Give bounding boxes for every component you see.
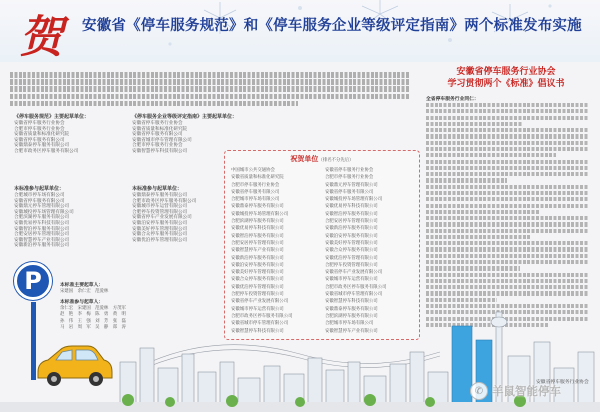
congratulating-unit: 安徽省停车产业发展有限公司 — [231, 299, 289, 305]
list-item: 安徽泊安停车服务有限公司 — [132, 220, 188, 226]
congratulating-unit: 安徽鼎泰停车服务有限公司 — [325, 306, 378, 312]
congratulating-unit: 安徽合众停车服务有限公司 — [231, 277, 284, 283]
list-item: 合肥城市停车场有限公司 — [14, 193, 65, 198]
drafting-units-left — [14, 114, 122, 155]
list-item: 安徽优泊停车管理有限公司 — [132, 237, 188, 243]
list-item: 合肥市停车服务行业协会 — [14, 126, 65, 132]
support-title-text: 祝贺单位 — [290, 155, 319, 163]
congratulating-unit: 合肥滨湖停车服务有限公司 — [231, 219, 284, 225]
footer-organization: 安徽省停车服务行业协会 — [536, 380, 589, 385]
other-drafters-line: 孙 伟 王 强 刘 芳 张 磊 — [60, 318, 126, 324]
congratulating-unit: 合肥城市停车场有限公司 — [325, 321, 374, 327]
congratulating-unit: 安徽智慧停车产业有限公司 — [325, 328, 378, 334]
congratulating-unit: 安徽城投停车场管理有限公司 — [231, 211, 289, 217]
congratulating-unit: 安徽省质量和标准化研究院 — [231, 175, 284, 181]
parking-sign-icon — [14, 262, 52, 300]
congratulating-unit: 安徽省停车服务有限公司 — [325, 189, 374, 195]
congratulating-unit: 合肥市停车服务行业协会 — [325, 175, 374, 181]
congratulating-unit: 合肥市停车服务行业协会 — [231, 182, 280, 188]
congratulating-unit: 合肥安居停车管理有限公司 — [231, 240, 284, 246]
list-item: 安徽智泊停车服务有限公司 — [14, 226, 70, 232]
congratulating-unit: 安徽智慧停车科技有限公司 — [231, 328, 284, 334]
list-item: 合肥安居停车管理有限公司 — [14, 232, 70, 238]
list-item: 合肥市停车服务行业协会 — [132, 143, 183, 149]
association-name: 安徽省停车服务行业协会 — [456, 67, 556, 77]
congratulating-unit: 安徽优易停车科技有限公司 — [231, 226, 284, 232]
congratulating-unit: 安徽省停车服务有限公司 — [231, 189, 280, 195]
congratulating-unit: 安徽城投停车场管理有限公司 — [325, 197, 383, 203]
proposal-title: 学习贯彻两个《标准》倡议书 — [447, 79, 565, 89]
list-item: 安徽鼎泰停车服务有限公司 — [14, 143, 70, 149]
congratulating-unit: 安徽鼎泰停车服务有限公司 — [231, 204, 284, 210]
list-item: 安徽优易停车科技有限公司 — [14, 220, 70, 226]
list-item: 安徽智慧停车产业有限公司 — [14, 237, 70, 243]
drafting-units-right — [132, 114, 244, 155]
other-drafters-line: 马 岩 周 军 吴 静 郑 涛 — [60, 324, 126, 330]
congratulating-unit: 合肥城市停车场有限公司 — [231, 197, 280, 203]
lead-drafters-names: 宋建国 余仁宏 范爱林 — [60, 289, 109, 294]
list-item: 安徽省停车服务行业协会 — [132, 121, 183, 126]
proposal-heading: 全省停车服务行业同仁： — [426, 97, 479, 102]
congratulating-unit: 安徽省停车服务行业协会 — [325, 168, 374, 173]
congratulating-unit: 中国城市公共交通协会 — [231, 168, 275, 173]
list-item: 安徽新泊停车服务有限公司 — [14, 243, 70, 249]
list-item: 合肥市政务区停车服务有限公司 — [132, 198, 197, 204]
congratulating-unit: 安徽美好停车管理有限公司 — [325, 240, 378, 246]
list-item: 安徽城投停车场管理有限公司 — [14, 209, 74, 215]
list-item: 安徽省城市停车管理有限公司 — [132, 137, 192, 143]
association-heading — [422, 66, 590, 90]
participating-units-left — [14, 186, 122, 249]
congratulating-unit: 合肥滨湖停车服务有限公司 — [325, 313, 378, 319]
congratulating-unit: 安徽合众停车服务有限公司 — [325, 248, 378, 254]
other-drafters-line: 赵 艳 李 梅 陈 勇 黄 明 — [60, 312, 126, 318]
drafters-section — [60, 282, 220, 331]
list-item: 安徽鼎元停车管理有限公司 — [14, 204, 70, 210]
congratulating-unit: 安徽省城市停车管理有限公司 — [231, 321, 289, 327]
congratulating-unit: 合肥市政务区停车服务有限公司 — [325, 284, 387, 290]
list-heading: 本标准参与起草单位： — [14, 186, 65, 192]
congratulating-unit: 安徽泊安停车服务有限公司 — [231, 262, 284, 268]
list-item: 安徽鼎泰停车服务有限公司 — [132, 193, 188, 198]
congratulating-unit: 安徽鼎元停车管理有限公司 — [325, 182, 378, 188]
congratulating-unit: 安徽美好停车管理有限公司 — [231, 270, 284, 276]
list-item: 安徽省停车产业发展有限公司 — [132, 215, 192, 221]
congratulating-unit: 安徽城市停车运营有限公司 — [325, 277, 378, 283]
congratulating-unit: 合肥停车投资管理有限公司 — [231, 292, 284, 298]
congratulating-unit: 合肥停车投资管理有限公司 — [325, 262, 378, 268]
list-item: 安徽省停车服务行业协会 — [14, 121, 65, 126]
congratulating-unit: 安徽优泊停车管理有限公司 — [231, 284, 284, 290]
congratulating-unit: 安徽智泊停车服务有限公司 — [325, 211, 378, 217]
list-heading: 《停车服务企业等级评定指南》主要起草单位： — [132, 114, 238, 120]
congratulating-unit: 安徽优易停车科技有限公司 — [325, 204, 378, 210]
page-title: 安徽省《停车服务规范》和《停车服务企业等级评定指南》两个标准发布实施 — [82, 18, 582, 34]
list-item: 安徽省质量和标准化研究院 — [132, 126, 188, 132]
wechat-bubble-icon: ✆ — [470, 382, 488, 400]
list-item: 安徽省停车服务有限公司 — [132, 132, 183, 138]
intro-paragraph — [10, 72, 410, 110]
congratulating-unit: 安徽泊安停车服务有限公司 — [325, 233, 378, 239]
list-heading: 《停车服务规范》主要起草单位： — [14, 114, 90, 120]
congratulating-unit: 安徽智泊停车服务有限公司 — [231, 233, 284, 239]
list-heading: 本标准参与起草单位： — [132, 186, 183, 192]
lead-drafters-heading: 本标准主要起草人： — [60, 283, 104, 288]
list-item: 安徽省停车服务有限公司 — [14, 198, 65, 204]
parking-letter: P — [24, 267, 42, 295]
congratulating-unit: 安徽智慧停车科技有限公司 — [325, 299, 378, 305]
congratulating-unit: 安徽省停车产业发展有限公司 — [325, 270, 383, 276]
list-item: 安徽合众停车服务有限公司 — [132, 232, 188, 238]
congratulating-unit: 安徽省城市停车管理有限公司 — [325, 292, 383, 298]
list-item: 合肥滨湖停车服务有限公司 — [14, 215, 70, 221]
support-subtitle: （排名不分先后） — [318, 158, 354, 163]
list-item: 安徽美好停车管理有限公司 — [132, 226, 188, 232]
other-drafters-heading: 本标准参与起草人： — [60, 300, 104, 306]
congratulating-units-title — [225, 154, 419, 164]
congratulating-unit: 安徽智慧停车产业有限公司 — [231, 248, 284, 254]
header-banner — [0, 0, 600, 62]
list-item: 安徽智慧停车科技有限公司 — [132, 148, 188, 154]
other-drafters-line: 余仁宏 宋建国 范爱林 方茂军 — [60, 306, 126, 312]
congratulating-unit: 安徽城市停车运营有限公司 — [231, 306, 284, 312]
list-item: 合肥停车投资管理有限公司 — [132, 209, 188, 215]
watermark-text: 羊鼠智能停车 — [492, 384, 561, 398]
car-illustration — [32, 342, 116, 388]
list-item: 安徽省停车服务有限公司 — [14, 137, 65, 143]
congratulating-unit: 安徽优泊停车管理有限公司 — [325, 255, 378, 261]
congratulating-unit: 安徽新泊停车服务有限公司 — [325, 226, 378, 232]
list-item: 安徽城市停车运营有限公司 — [132, 204, 188, 210]
congratulating-unit: 安徽新泊停车服务有限公司 — [231, 255, 284, 261]
he-calligraphy-logo: 贺 — [16, 12, 74, 63]
congratulating-unit: 合肥市政务区停车服务有限公司 — [231, 313, 293, 319]
congratulating-unit: 合肥安居停车管理有限公司 — [325, 219, 378, 225]
list-item: 安徽省质量和标准化研究院 — [14, 132, 70, 138]
watermark — [470, 380, 596, 402]
list-item: 合肥市政务区停车服务有限公司 — [14, 148, 79, 154]
